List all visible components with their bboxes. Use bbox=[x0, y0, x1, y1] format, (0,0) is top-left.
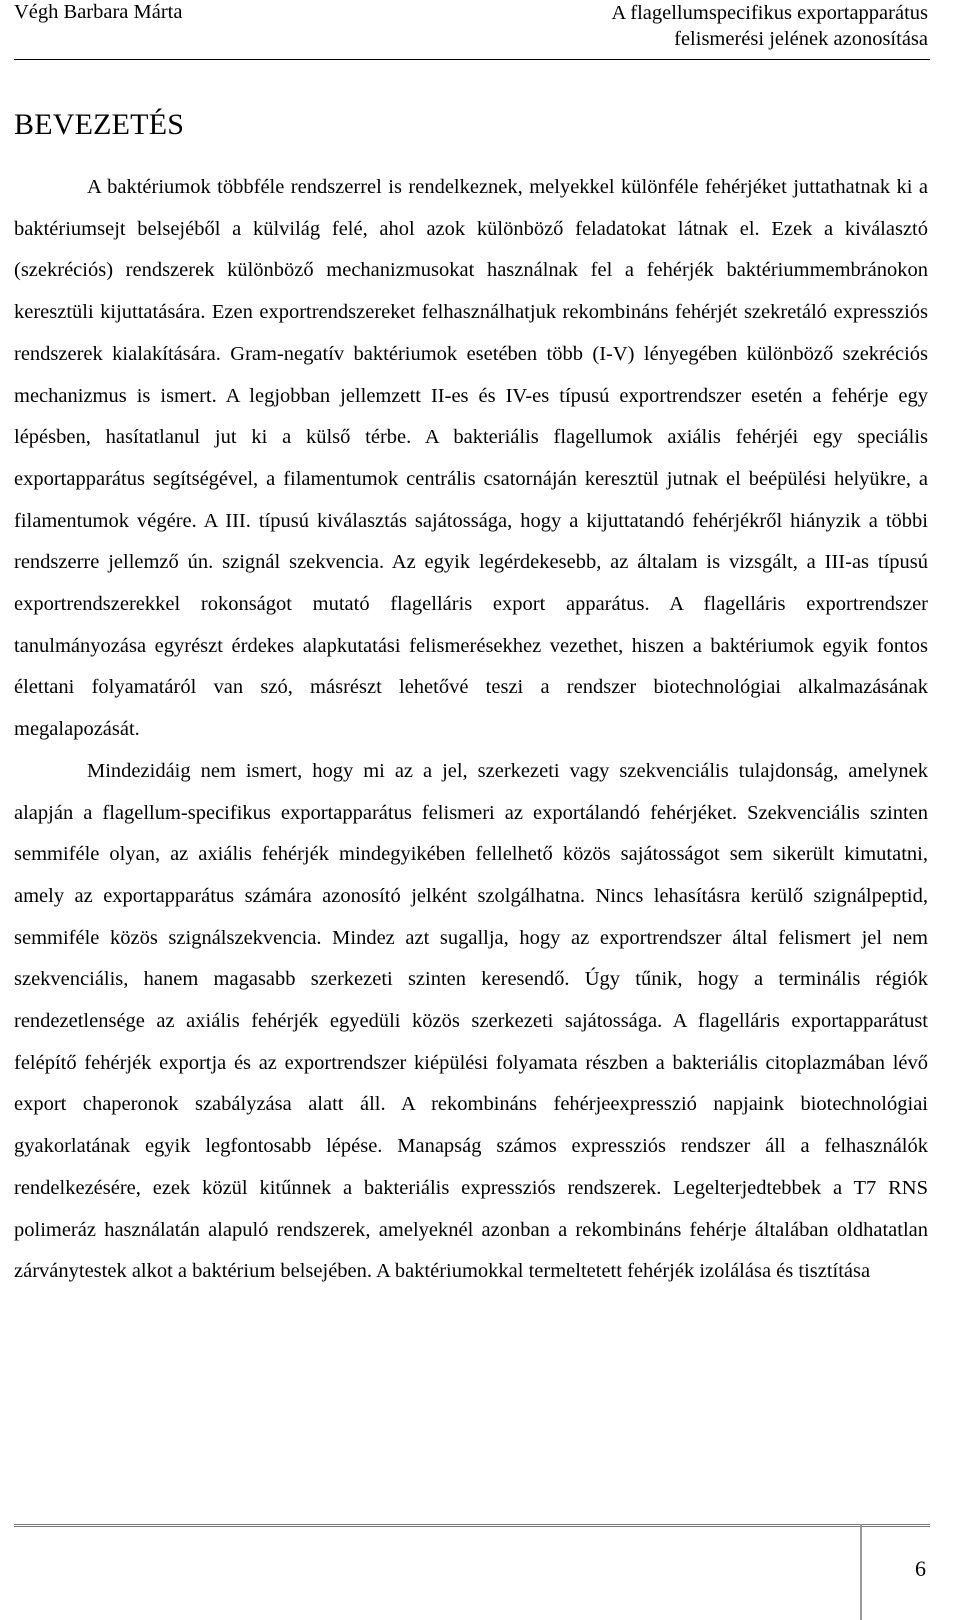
footer-vertical-divider bbox=[860, 1524, 862, 1620]
header-author: Végh Barbara Márta bbox=[14, 1, 183, 23]
header-divider bbox=[14, 59, 930, 60]
header-title-line-2: felismerési jelének azonosítása bbox=[674, 28, 928, 50]
paragraph-1: A baktériumok többféle rendszerrel is rendelkeznek, melyekkel különféle fehérjéket juttathatnak ki a baktériumsejt belsejéből a külvilág felé, ahol azok különböző feladatokat látnak el. Ezek a kiválasztó (szekréciós) rendszerek különböző mechanizmusokat használnak fel a fehérjék baktériummembránokon keresztüli kijuttatására. Ezen exportrendszereket felhasználhatjuk rekombináns fehérjét szekretáló expressziós rendszerek kialakítására. Gram-negatív baktériumok esetében több (I-V) lényegében különböző szekréciós mechanizmus is ismert. A legjobban jellemzett II-es és IV-es típusú exportrendszer esetén a fehérje egy lépésben, hasítatlanul jut ki a külső térbe. A bakteriális flagellumok axiális fehérjéi egy speciális exportapparátus segítségével, a filamentumok centrális csatornáján keresztül jutnak el beépülési helyükre, a filamentumok végére. A III. típusú kiválasztás sajátossága, hogy a kijuttatandó fehérjékről hiányzik a többi rendszerre jellemző ún. szignál szekvencia. Az egyik legérdekesebb, az általam is vizsgált, a III-as típusú exportrendszerekkel rokonságot mutató flagelláris export apparátus. A flagelláris exportrendszer tanulmányozása egyrészt érdekes alapkutatási felismerésekhez vezethet, hiszen a baktériumok egyik fontos élettani folyamatáról van szó, másrészt lehetővé teszi a rendszer biotechnológiai alkalmazásának megalapozását. bbox=[14, 176, 928, 741]
header-title-line-1: A flagellumspecifikus exportapparátus bbox=[611, 2, 928, 24]
body-text bbox=[14, 167, 928, 1293]
page-header bbox=[0, 0, 960, 54]
footer-divider-left bbox=[14, 1524, 860, 1527]
paragraph-2: Mindezidáig nem ismert, hogy mi az a jel, szerkezeti vagy szekvenciális tulajdonság, amelynek alapján a flagellum-specifikus exportapparátus felismeri az exportálandó fehérjéket. Szekvenciális szinten semmiféle olyan, az axiális fehérjék mindegyikében fellelhető közös sajátosságot sem sikerült kimutatni, amely az exportapparátus számára azonosító jelként szolgálhatna. Nincs lehasításra kerülő szignálpeptid, semmiféle közös szignálszekvencia. Mindez azt sugallja, hogy az exportrendszer által felismert jel nem szekvenciális, hanem magasabb szerkezeti szinten keresendő. Úgy tűnik, hogy a terminális régiók rendezetlensége az axiális fehérjék egyedüli közös szerkezeti sajátossága. A flagelláris exportapparátust felépítő fehérjék exportja és az exportrendszer kiépülési folyamata részben a bakteriális citoplazmában lévő export chaperonok szabályzása alatt áll. A rekombináns fehérjeexpresszió napjaink biotechnológiai gyakorlatának egyik legfontosabb lépése. Manapság számos expressziós rendszer áll a felhasználók rendelkezésére, ezek közül kitűnnek a bakteriális expressziós rendszerek. Legelterjedtebbek a T7 RNS polimeráz használatán alapuló rendszerek, amelyeknél azonban a rekombináns fehérje általában oldhatatlan zárványtestek alkot a baktérium belsejében. A baktériumokkal termeltetett fehérjék izolálása és tisztítása bbox=[14, 759, 928, 1283]
page-number: 6 bbox=[915, 1556, 926, 1581]
section-heading: BEVEZETÉS bbox=[14, 108, 185, 141]
header-document-title bbox=[611, 0, 928, 52]
footer-divider-right bbox=[862, 1524, 930, 1527]
